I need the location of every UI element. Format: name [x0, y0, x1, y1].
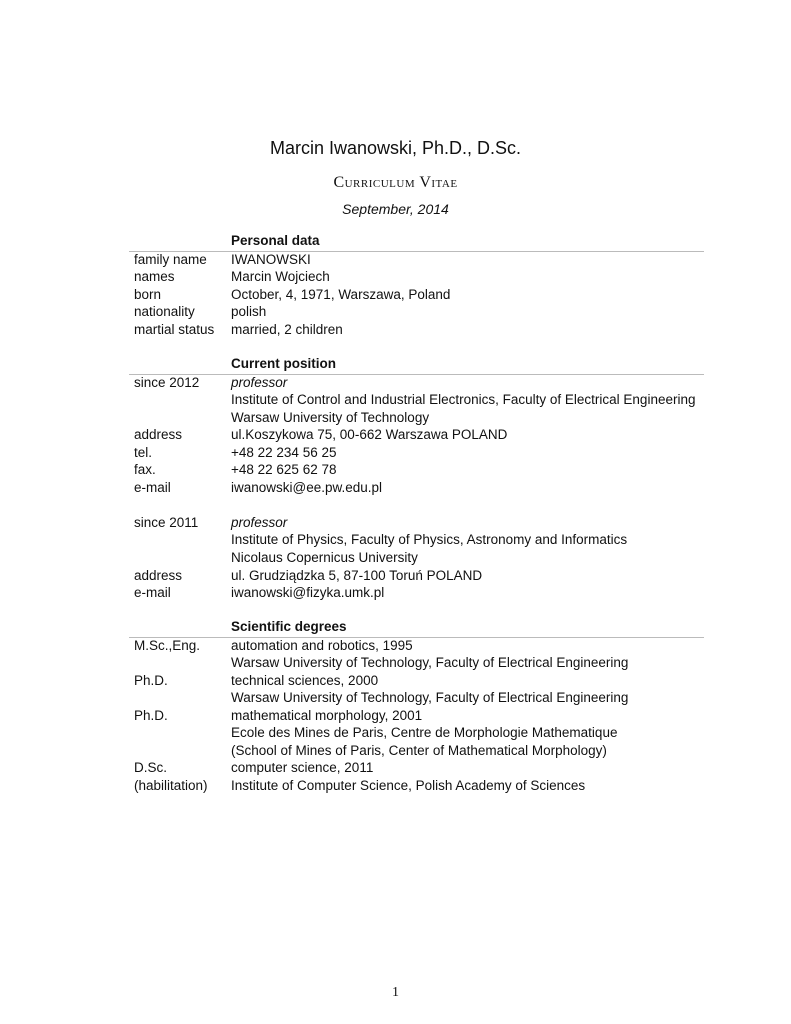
degree-dsc-institution: Institute of Computer Science, Polish Academy of Sciences: [231, 778, 586, 793]
job1-since: since 2012: [134, 375, 200, 390]
cv-subtitle: Curriculum Vitae: [333, 174, 458, 191]
job2-since: since 2011: [134, 515, 199, 530]
personal-value-nationality: polish: [231, 304, 267, 319]
section-divider: [129, 637, 704, 638]
section-title-personal-data: Personal data: [231, 233, 320, 248]
degree-phd2-institution: Ecole des Mines de Paris, Centre de Morphologie Mathematique: [231, 725, 618, 740]
section-title-current-position: Current position: [231, 356, 336, 371]
degree-phd2-institution-translation: (School of Mines of Paris, Center of Mathematical Morphology): [231, 743, 607, 758]
personal-label-nationality: nationality: [134, 304, 195, 319]
page-number: 1: [392, 985, 399, 1000]
job2-address: ul. Grudziądzka 5, 87-100 Toruń POLAND: [231, 568, 483, 583]
job1-address-label: address: [134, 427, 183, 442]
degree-phd2-label: Ph.D.: [134, 708, 168, 723]
personal-value-family-name: IWANOWSKI: [231, 252, 311, 267]
job1-email-label: e-mail: [134, 480, 171, 495]
degree-phd2-field: mathematical morphology, 2001: [231, 708, 423, 723]
degree-dsc-label: D.Sc.: [134, 760, 168, 775]
personal-label-marital-status: martial status: [134, 322, 215, 337]
job1-fax-label: fax.: [134, 462, 156, 477]
job2-institute: Institute of Physics, Faculty of Physics, Astronomy and Informatics: [231, 532, 628, 547]
personal-value-marital-status: married, 2 children: [231, 322, 343, 337]
section-divider: [129, 374, 704, 375]
job1-tel-label: tel.: [134, 445, 153, 460]
job1-fax: +48 22 625 62 78: [231, 462, 337, 477]
cv-date: September, 2014: [342, 201, 449, 217]
degree-phd1-label: Ph.D.: [134, 673, 168, 688]
job1-university: Warsaw University of Technology: [231, 410, 430, 425]
personal-value-born: October, 4, 1971, Warszawa, Poland: [231, 287, 451, 302]
job1-tel: +48 22 234 56 25: [231, 445, 337, 460]
job1-email: iwanowski@ee.pw.edu.pl: [231, 480, 383, 495]
degree-habilitation-label: (habilitation): [134, 778, 208, 793]
job2-email-label: e-mail: [134, 585, 171, 600]
section-divider: [129, 251, 704, 252]
personal-value-names: Marcin Wojciech: [231, 269, 330, 284]
job2-role: professor: [231, 515, 288, 530]
degree-dsc-field: computer science, 2011: [231, 760, 374, 775]
job1-address: ul.Koszykowa 75, 00-662 Warszawa POLAND: [231, 427, 508, 442]
degree-phd1-institution: Warsaw University of Technology, Faculty of Electrical Engineering: [231, 690, 629, 705]
degree-msc-field: automation and robotics, 1995: [231, 638, 413, 653]
job2-email: iwanowski@fizyka.umk.pl: [231, 585, 385, 600]
cv-author-name: Marcin Iwanowski, Ph.D., D.Sc.: [269, 138, 522, 158]
section-title-scientific-degrees: Scientific degrees: [231, 619, 347, 634]
degree-msc-institution: Warsaw University of Technology, Faculty of Electrical Engineering: [231, 655, 629, 670]
job2-address-label: address: [134, 568, 183, 583]
personal-label-born: born: [134, 287, 162, 302]
job2-university: Nicolaus Copernicus University: [231, 550, 418, 565]
personal-label-family-name: family name: [134, 252, 207, 267]
job1-role: professor: [231, 375, 288, 390]
degree-phd1-field: technical sciences, 2000: [231, 673, 379, 688]
job1-institute: Institute of Control and Industrial Electronics, Faculty of Electrical Engineering: [231, 392, 696, 407]
personal-label-names: names: [134, 269, 175, 284]
degree-msc-label: M.Sc.,Eng.: [134, 638, 201, 653]
